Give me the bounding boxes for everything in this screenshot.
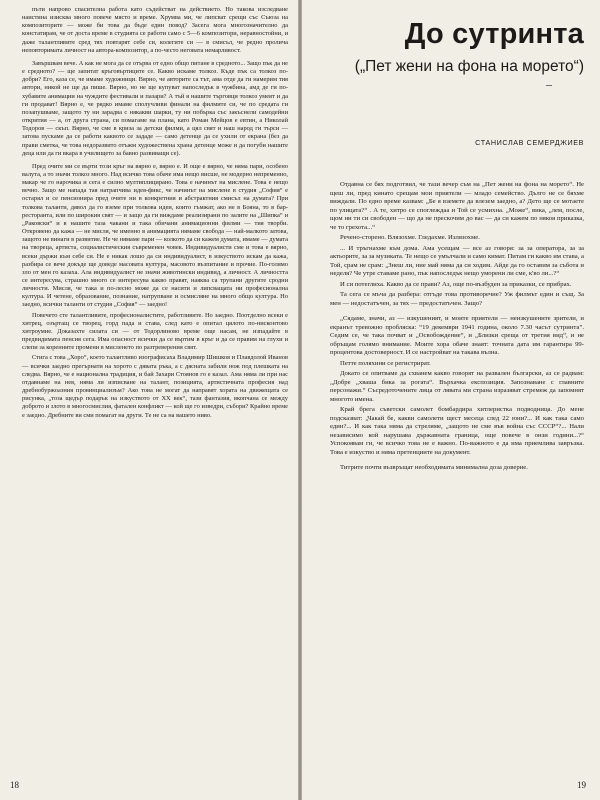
- right-paragraph: И си потеглиха. Какво да се прави? Аз, още по-възбуден за приказки, се прибрах.: [340, 280, 572, 288]
- subtitle-dash: –: [546, 77, 552, 91]
- left-paragraph: пъти напрово спасителна работа като съдействат на действието. Но такова изследване наистина изисква много повече място и време. Хрумва ми, че липсват срещи със Съюза на композиторите — може би това да бъде един повод? Засега мога многозначително да констатирам, че от доста време в студията се работи само с 5—6 композитори, неравностойни, и даже талантливите сред тях повтарят себе си, колегите си — в смисъл, че редно пролича неповторимата личност на автора-композитор, а по-често неговата немарливост.: [22, 6, 288, 54]
- left-paragraph: Стига с това „Хоро“, което талантливо изографисаха Владимир Шишков и Плавдолой Иванов — всички заедно прегърнати на хорото с дявата ръка, а с дясната забили нож под плешката на следва. Вярно, че е национална традиция, и бай Захари Стоянов го е казал. Ама няма ли при нас отдавнаме на нея, няма ли изписване на талант, позицията, артистичната професия над дребнобуржоазния провинциализъм? Ако това не могат да направят хората на движещата се рисунка, „тоза щедър подарък на изкуството от XX век“, тази фантазия, вкопчана се между доброто и злото в многосмислия, фатален конфликт — кой ще го изведри, събори? Крайно време е заедно. Дребните ви сми помагат на други. Те не са на вашето ниво.: [22, 354, 288, 419]
- left-paragraph: Завършвам вече. А как не мога да се отървa от едно общо питане в средното... Защо пък да не е средното? — ще запитат кръговъртиците се. Какво искаме толкоз. Къде пък са толкоз по-добри? Его, каза се, че имаме художници. Вярно, че авторите са тът, ама отде да ги намерим тия автори, никой не ще да пише. Вярно, но не ще купуват напоследък в чужбина, амд де ги по-хубавите анимации на чуждите фестивали и пазари? А тъй я нашите търговци толкоз умеят и да ги продават! Вярно е, че рядко имаме сполучливи финали на филмите си, че по средата ги позапушваме, защото ту ни зарадва с някакви шарки, ту ни побърка със закъснели самодейни открития — а, от друга страна, си помагаме на плана, като Роман Мейцов е евтин, а Николай Тодоров — скъп. Вярно, че сме в криза за детски филми, а цял свят и наш народ ги търси — затова пускаме да се работи каквото се зададе — само детенце да се ухили от екрана (без да прави сметка, че това недоразвито отъжм художествена храна детенце може и да погуби нашите деца или да ги вкара в училището за бавно развиващи се).: [22, 59, 288, 157]
- article-author: СТАНИСЛАВ СЕМЕРДЖИЕВ: [475, 138, 584, 147]
- right-paragraph: Петте поляхини се регистрират.: [340, 359, 431, 367]
- right-paragraph: Докато се опитваме да схванем какво говорят на развален български, аз се радвам: „Добре „хваша бика за рогата“. Върхачка експозиция. Запознаване с главните персонажи.“ Съсредоточените лица от лявата ми страна изразяват стремеж да запомнят многото имена.: [330, 370, 584, 403]
- right-paragraph: Та сега се мъча да разбера: отгъде това противоречие? Уж филмът един и същ. За мен — недостатъчен, за тях — предостатъчен. Защо?: [330, 291, 584, 307]
- right-paragraph: Речено-сторено. Влязохме. Гледахме. Излязохме.: [340, 234, 480, 241]
- right-paragraph: Отдавна се бях подготвил, че тази вечер съм на „Пет жени на фона на морето“. Не щеш ли, пред кинато срещам мои приятели — младо семейство. Дълго не се бяхме виждали. По едно време казвам: „Бе я вземете да влезем заедно, а? Дето ще се мотаете по улицата?“ . А те, хитро се споглеждаа и Той се усмихна. „Може“, вика, „лем, после, щом ни ти си свободен — що да не прескочим до вас — да си кажем по някоя приказка, че то грехота...“: [330, 181, 584, 231]
- article-subtitle: („Пет жени на фона на морето“): [354, 58, 584, 75]
- right-column: [330, 181, 584, 473]
- left-column: [22, 6, 288, 420]
- page-number-right: 19: [577, 780, 586, 790]
- left-paragraph: Пред очите ми се върти този кръг на вярно е, вярно е. И още е вярно, че няма пари, особено валута, а то значи толкоз много. Над всичко това обаче има нещо висше, не модерно непременно, макар че го нарочика и сега е силно мултиплицирано. Това е начинът на мислене. Това е нещо вечно. Защо ме напада тая натрапчива идея-фикс, че начинът на мислене в студия „София“ е остарял и се пенсионира пред очите ни в конкретния и абстрактния смисъл на думата? При толкова таланти, дявол да го вземе при толкова идеи, които гъмжат, ако не в Бояна, то в бар-ресторанта, или по широкия свят — и защо да ги виждаме реализирани по залите на „Шипка“ и „Раковски“ и в нашите таза чакани и така обичани анимационни филми — тия творби. Откровено да кажа — не мисля, че именно в анимацията нямаме свобода — най-малкото затова, защото не винаги в развитие. Не че нямаме пари — колкото да си кажем думата, имаме — думата на твореца, артиста, социалистическия съвременен човек. Индивидуалисти сме и това е вярно, всеки държи към себе си. Не е никак лошо да си индивидуалист, в изкуството искам да кажа, разбира се вече докъде ще доведе масовата култура, масовото възпитание и прочие. По-голямо зло от мен го казаха. Ала индивидуалист не значи животински индивид, а личност. А личността се интересува, страшно много се интересува какво правят, наяква са трупани другите сродни личности. Мисля, че така и по-лесно може да се насити и липсващата ни професионална култура. И четене, образование, познание, натрупване и осмисляне на много общо култура. Но заедно, всички таланти от студия „София“ — заедно!: [22, 162, 288, 309]
- right-paragraph: ... И тръгнахме към дома. Ама усещам — все аз говоря: за за оператора, за за актьорите, за за музиката. Те нещо се умълчали и само кимат. Питам ги какво им става, а Той, срам не срам: „Знеш ли, ние май няма да си ходим. Айде да го оставим за събота и неделя? Че утре ставаме рано, пък напоследък нещо уморени ли сме, к'во ли...?“: [330, 244, 584, 277]
- right-paragraph: Край брега съветски самолет бомбардира хитлеристка подводница. До мене подсказват: „Чакай бе, какви самолети щест месеца след 22 юни?... И как така само един?... И как така няма да стреляме, „защото не сме във война със СССР“?... Нали независимо кой нарушава държавната граница, още повече в онзи години...?“ Успокоявам ги, че всичко това не е важно. По-важното е да има приемлива завръзка. Това е изкуство и няма претенциите на документ.: [330, 406, 584, 456]
- right-paragraph: „Сядаме, значи, аз — изкушеният, и моите приятели — неизкушените зрители, и екранът тревожно пробляска: “19 декември 1941 година, около 7.30 часът сутринта”. Седим се, че така почват и „Освобождение“, и „Близки среща от третия вид“, и не обръщам голямо внимание. Моите хора обаче знаят: точната дата им гарантира 99-процентова достоверност. И се настройват на такава вълна.: [330, 315, 584, 356]
- left-page: [0, 0, 298, 800]
- page-number-left: 18: [10, 780, 19, 790]
- article-title: До сутринта: [404, 18, 584, 50]
- right-paragraph: Титрите почти възвръщат необходимата минимална доза доверие.: [340, 464, 528, 471]
- right-page: [302, 0, 600, 800]
- left-paragraph: Повечето сте талантливите, професионалистите, работливите. Но заедно. Поотделно всеки е хитрец, озъртащ се творец, горд пада и става, след като е опитал цялото по-нисконтово хитроумие. Доказахте силата си — от Тодорлиново време още насам, не изпадайте в предвидимата пенсия сега. Има опасност всички да се въртим в кръг и да се правим на глухи и слепи за коренните промени в мисленето по разтреверения свят.: [22, 311, 288, 352]
